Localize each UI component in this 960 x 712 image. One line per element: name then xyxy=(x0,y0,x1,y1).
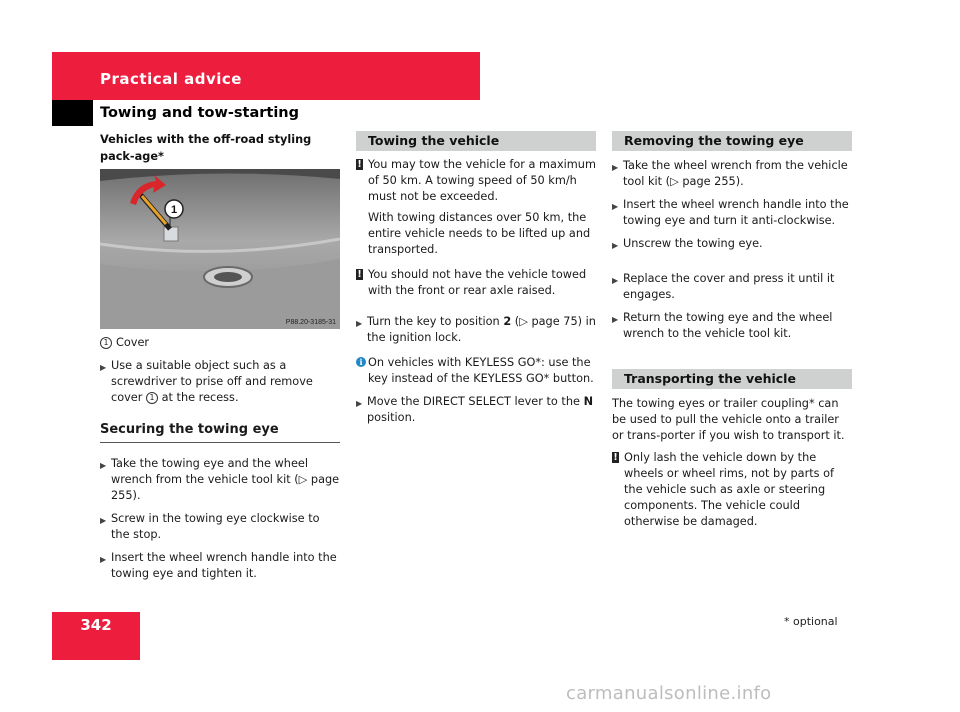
step-text: Insert the wheel wrench handle into the towing eye and turn it anti-clockwise. xyxy=(623,198,849,227)
step-arrow-icon: ▶ xyxy=(356,399,363,408)
step-arrow-icon: ▶ xyxy=(356,319,363,328)
step-arrow-icon: ▶ xyxy=(100,461,107,470)
section-towing-vehicle: Towing the vehicle xyxy=(356,131,596,151)
caption-text: Cover xyxy=(116,336,150,349)
info-note-keyless xyxy=(356,355,596,387)
step-text: Take the towing eye and the wheel wrench from the vehicle tool kit (▷ page 255). xyxy=(111,457,340,502)
column-1 xyxy=(100,131,340,582)
footnote-optional: * optional xyxy=(784,615,838,628)
step-text: Move the DIRECT SELECT lever to the xyxy=(367,395,580,408)
towing-eye-cover-photo xyxy=(100,169,340,329)
section-transporting-vehicle: Transporting the vehicle xyxy=(612,369,852,389)
step-text: Insert the wheel wrench handle into the towing eye and tighten it. xyxy=(111,551,337,580)
step-remove-1 xyxy=(612,158,852,190)
header-black-tab xyxy=(52,100,93,126)
step-remove-cover xyxy=(100,358,340,406)
warning-note-2 xyxy=(356,267,596,299)
note-text: You should not have the vehicle towed with the front or rear axle raised. xyxy=(368,268,587,297)
step-securing-2 xyxy=(100,511,340,543)
warning-note-lash xyxy=(612,450,852,530)
step-text: Unscrew the towing eye. xyxy=(623,237,763,250)
step-remove-3 xyxy=(612,236,852,252)
gear-position: N xyxy=(583,395,594,408)
note-text: Only lash the vehicle down by the wheels or wheel rims, not by parts of the vehicle such as axle or steering components. The vehicle could otherwise be damaged. xyxy=(624,451,835,528)
step-text: (▷ page 75) in the ignition lock. xyxy=(367,315,596,344)
key-position: 2 xyxy=(503,315,512,328)
callout-number-icon: 1 xyxy=(100,337,112,349)
step-arrow-icon: ▶ xyxy=(100,555,107,564)
photo-code: P88.20-3185-31 xyxy=(285,319,336,326)
step-text: Take the wheel wrench from the vehicle tool kit (▷ page 255). xyxy=(623,159,848,188)
step-arrow-icon: ▶ xyxy=(100,516,107,525)
column-3 xyxy=(612,131,852,530)
info-text: On vehicles with KEYLESS GO*: use the key instead of the KEYLESS GO* button. xyxy=(368,356,594,385)
step-securing-3 xyxy=(100,550,340,582)
step-arrow-icon: ▶ xyxy=(612,163,619,172)
step-remove-2 xyxy=(612,197,852,229)
page-number: 342 xyxy=(80,616,112,634)
step-text: at the recess. xyxy=(161,391,239,404)
caption-cover xyxy=(100,335,340,351)
step-text: Turn the key to position xyxy=(367,315,500,328)
warning-icon: ! xyxy=(613,452,618,463)
step-text: Use a suitable object such as a screwdriver to prise off and remove cover xyxy=(111,359,313,404)
step-return-tools xyxy=(612,310,852,342)
info-icon: i xyxy=(356,357,366,367)
page-title: Towing and tow-starting xyxy=(100,105,299,121)
column-2 xyxy=(356,131,596,426)
note-paragraph: With towing distances over 50 km, the entire vehicle needs to be lifted up and transported. xyxy=(368,211,591,256)
step-text: Return the towing eye and the wheel wrench to the vehicle tool kit. xyxy=(623,311,833,340)
subheading-off-road: Vehicles with the off-road styling pack-age* xyxy=(100,133,312,163)
warning-icon: ! xyxy=(357,269,362,280)
chapter-title: Practical advice xyxy=(100,70,242,88)
step-text: Screw in the towing eye clockwise to the stop. xyxy=(111,512,320,541)
step-arrow-icon: ▶ xyxy=(612,241,619,250)
photo-callout-1: 1 xyxy=(170,204,178,216)
transport-paragraph: The towing eyes or trailer coupling* can be used to pull the vehicle onto a trailer or trans-porter if you wish to transport it. xyxy=(612,397,845,442)
note-text: You may tow the vehicle for a maximum of 50 km. A towing speed of 50 km/h must not be exceeded. xyxy=(368,158,596,203)
heading-securing-towing-eye: Securing the towing eye xyxy=(100,422,340,443)
watermark: carmanualsonline.info xyxy=(566,683,772,704)
step-text: position. xyxy=(367,411,416,424)
step-arrow-icon: ▶ xyxy=(612,315,619,324)
step-replace-cover xyxy=(612,271,852,303)
step-text: Replace the cover and press it until it engages. xyxy=(623,272,835,301)
step-direct-select xyxy=(356,394,596,426)
warning-note-1 xyxy=(356,157,596,258)
warning-icon: ! xyxy=(357,159,362,170)
step-securing-1 xyxy=(100,456,340,504)
step-arrow-icon: ▶ xyxy=(100,363,107,372)
callout-number-icon: 1 xyxy=(146,392,158,404)
step-arrow-icon: ▶ xyxy=(612,276,619,285)
step-arrow-icon: ▶ xyxy=(612,202,619,211)
step-turn-key xyxy=(356,314,596,346)
section-removing-towing-eye: Removing the towing eye xyxy=(612,131,852,151)
